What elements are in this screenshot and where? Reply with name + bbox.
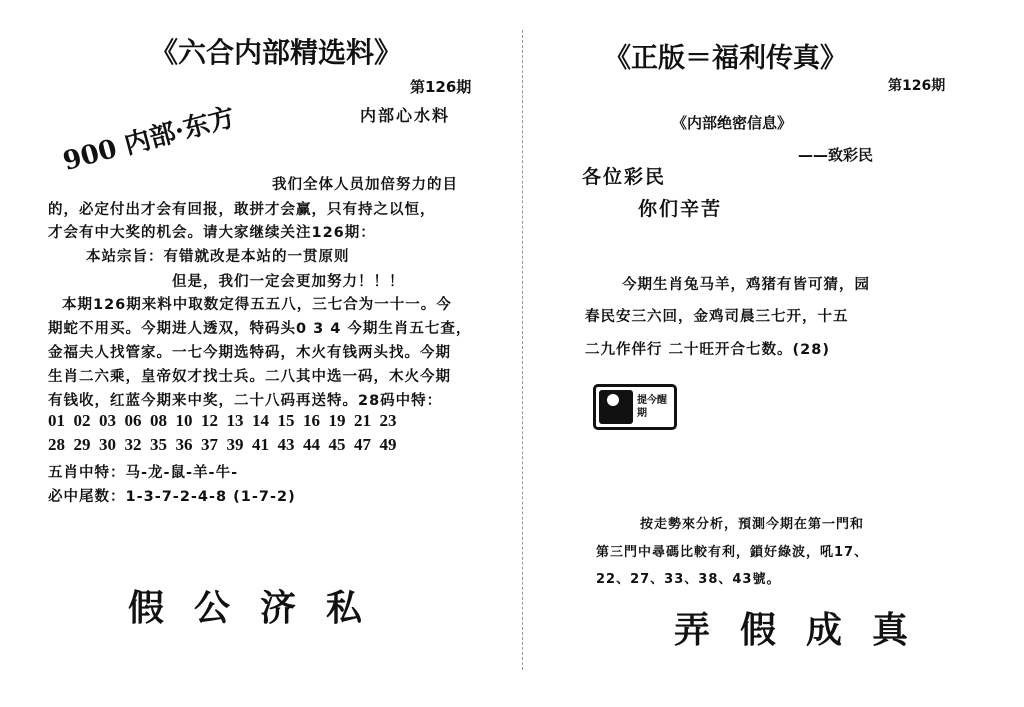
forecast-line: 生肖二六乘，皇帝奴才找士兵。二八其中选一码，木火今期: [48, 369, 451, 385]
site-motto: 本站宗旨：有错就改是本站的一贯原则: [86, 249, 350, 265]
number-list-row-2: 28 29 30 32 35 36 37 39 41 43 44 45 47 49: [48, 435, 397, 454]
poem-line: 春民安三六回，金鸡司晨三七开，十五: [585, 309, 849, 325]
left-title: 《六合内部精选料》: [150, 36, 403, 69]
intro-line: 的，必定付出才会有回报，敢拼才会赢，只有持之以恒，: [48, 202, 436, 218]
left-slogan: 假公济私: [128, 587, 393, 629]
right-slogan: 弄假成真: [674, 609, 939, 651]
five-zodiac-line: 五肖中特：马-龙-鼠-羊-牛-: [48, 465, 239, 481]
right-issue-number: 第126期: [888, 78, 946, 94]
forecast-line: 本期126期来料中取数定得五五八，三七合为一十一。今: [62, 297, 452, 313]
number-list-row-1: 01 02 03 06 08 10 12 13 14 15 16 19 21 23: [48, 411, 397, 430]
forecast-line: 金福夫人找管家。一七今期选特码，木火有钱两头找。今期: [48, 345, 451, 361]
poem-line: 二九作伴行 二十旺开合七数。(28): [585, 342, 830, 358]
handwritten-scrawl: 900 内部·东方: [60, 102, 239, 177]
poem-line: 今期生肖兔马羊，鸡猪有皆可猜，园: [622, 277, 870, 293]
person-icon: [599, 390, 633, 424]
reminder-icon-label: 提今醒期: [637, 395, 667, 419]
right-title: 《正版＝福利传真》: [604, 43, 847, 74]
dedication: ——致彩民: [798, 146, 874, 164]
left-subtitle: 内部心水料: [360, 106, 451, 125]
greeting-line-2: 你们辛苦: [638, 198, 723, 220]
motto-continued: 但是，我们一定会更加努力！！！: [172, 274, 405, 290]
right-subtitle: 《内部绝密信息》: [672, 114, 793, 132]
intro-line: 才会有中大奖的机会。请大家继续关注126期：: [48, 225, 376, 241]
forecast-line: 期蛇不用买。今期进人透双，特码头0 3 4 今期生肖五七查，: [48, 321, 472, 337]
tail-number-line: 必中尾数：1-3-7-2-4-8 (1-7-2): [48, 489, 296, 505]
forecast-line: 有钱收，红蓝今期来中奖，二十八码再送特。28码中特：: [48, 393, 443, 409]
analysis-line: 22、27、33、38、43號。: [596, 572, 781, 587]
analysis-line: 第三門中尋碼比較有利，鎖好綠波，吼17、: [596, 545, 869, 560]
reminder-icon: [593, 384, 677, 430]
intro-line: 我们全体人员加倍努力的目: [272, 177, 458, 193]
page-divider: [522, 30, 523, 670]
left-issue-number: 第126期: [410, 78, 472, 96]
analysis-line: 按走勢來分析，預測今期在第一門和: [640, 517, 865, 532]
greeting-line-1: 各位彩民: [582, 166, 667, 188]
